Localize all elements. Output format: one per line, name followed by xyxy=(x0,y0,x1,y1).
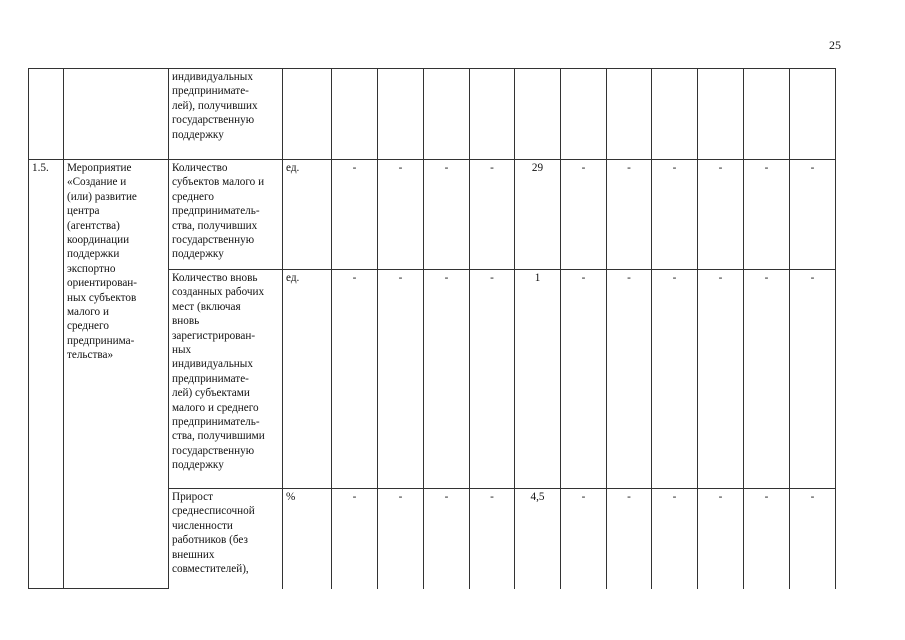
value-cell xyxy=(744,69,790,160)
table-row xyxy=(29,160,836,270)
value-cell: - xyxy=(561,489,607,589)
value-cell: - xyxy=(698,489,744,589)
value-cell xyxy=(607,69,652,160)
value-cell: - xyxy=(378,160,424,270)
indicator-name: Прирост среднесписочной численности работников (без внешних совместителей), xyxy=(169,489,283,589)
value-cell xyxy=(332,69,378,160)
value-cell: - xyxy=(607,270,652,489)
value-cell: - xyxy=(470,270,515,489)
value-cell: - xyxy=(652,489,698,589)
value-cell: - xyxy=(561,160,607,270)
value-cell: - xyxy=(744,270,790,489)
event-cell xyxy=(64,69,169,160)
value-cell: - xyxy=(561,270,607,489)
value-cell: - xyxy=(378,489,424,589)
number-cell: 1.5. xyxy=(29,160,64,589)
value-cell: 29 xyxy=(515,160,561,270)
value-cell xyxy=(470,69,515,160)
unit-cell: ед. xyxy=(283,270,332,489)
value-cell xyxy=(561,69,607,160)
event-cell: Мероприятие «Создание и (или) развитие центра (агентства) координации поддержки экспортно ориентирован- ных субъектов малого и среднего предпринима- тельства» xyxy=(64,160,169,589)
value-cell: - xyxy=(744,489,790,589)
indicator-name: Количество субъектов малого и среднего предприниматель- ства, получивших государственную поддержку xyxy=(169,160,283,270)
value-cell xyxy=(424,69,470,160)
value-cell: - xyxy=(424,270,470,489)
value-cell: - xyxy=(607,160,652,270)
value-cell: - xyxy=(424,489,470,589)
value-cell: 1 xyxy=(515,270,561,489)
value-cell xyxy=(515,69,561,160)
value-cell: - xyxy=(790,489,836,589)
indicator-name: Количество вновь созданных рабочих мест (включая вновь зарегистрирован- ных индивидуальных предпринимате- лей) субъектами малого и среднего предприниматель- ства, получившими государственную поддержку xyxy=(169,270,283,489)
unit-cell: ед. xyxy=(283,160,332,270)
value-cell: - xyxy=(424,160,470,270)
value-cell: - xyxy=(470,160,515,270)
value-cell xyxy=(652,69,698,160)
value-cell: - xyxy=(652,160,698,270)
value-cell: - xyxy=(790,160,836,270)
value-cell: - xyxy=(332,270,378,489)
unit-cell xyxy=(283,69,332,160)
value-cell: - xyxy=(698,160,744,270)
page-number: 25 xyxy=(829,38,841,52)
value-cell: - xyxy=(378,270,424,489)
value-cell: - xyxy=(744,160,790,270)
unit-cell: % xyxy=(283,489,332,589)
table-row xyxy=(29,69,836,160)
value-cell: - xyxy=(470,489,515,589)
value-cell: - xyxy=(652,270,698,489)
value-cell xyxy=(378,69,424,160)
value-cell xyxy=(790,69,836,160)
number-cell xyxy=(29,69,64,160)
indicator-table xyxy=(28,68,836,589)
value-cell: - xyxy=(790,270,836,489)
value-cell: 4,5 xyxy=(515,489,561,589)
value-cell: - xyxy=(698,270,744,489)
value-cell xyxy=(698,69,744,160)
value-cell: - xyxy=(332,160,378,270)
value-cell: - xyxy=(332,489,378,589)
indicator-name: индивидуальных предпринимате- лей), получивших государственную поддержку xyxy=(169,69,283,160)
value-cell: - xyxy=(607,489,652,589)
